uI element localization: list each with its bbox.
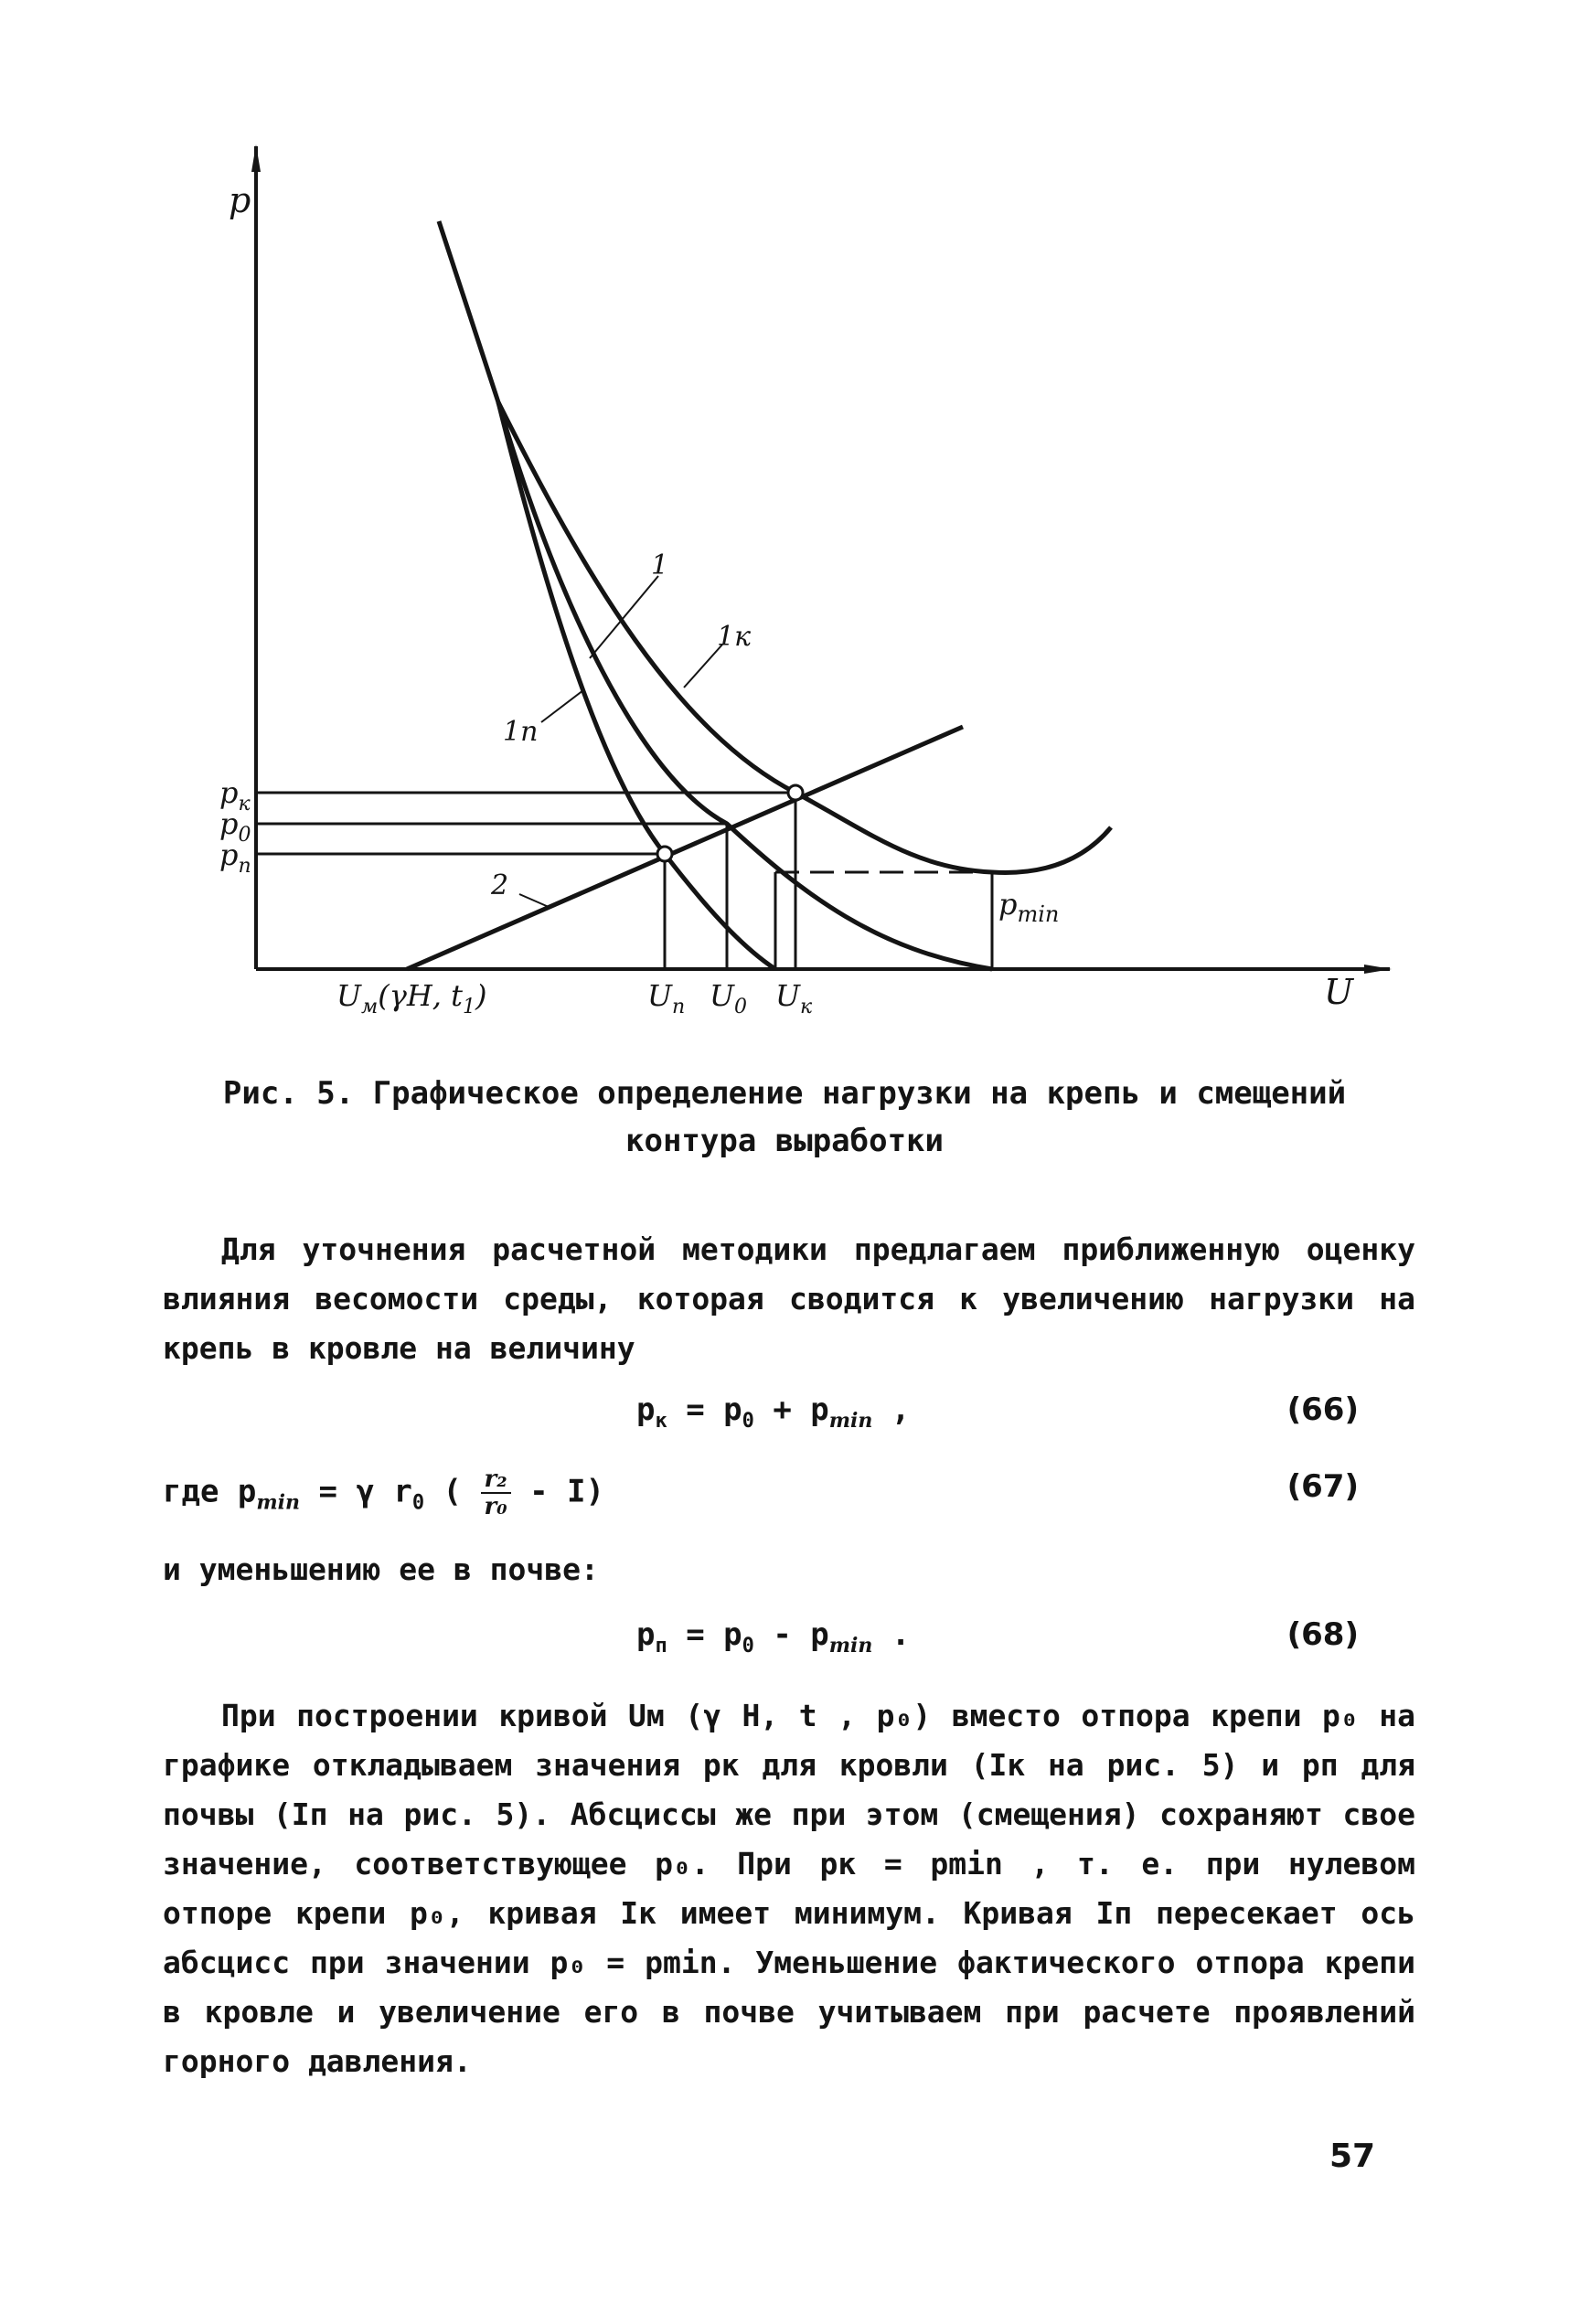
equation-67-number: (67): [1286, 1468, 1359, 1505]
curve-1: [498, 402, 992, 969]
equation-68-number: (68): [1286, 1616, 1359, 1653]
equation-68: $p_п = p_0 - p_{min}$ .: [636, 1616, 911, 1658]
un-label: $U_п$: [647, 978, 686, 1018]
equation-66-number: (66): [1286, 1391, 1359, 1428]
equation-66: $p_к = p_0 + p_{min}$ ,: [636, 1391, 911, 1433]
intersection-point-pn: [657, 847, 672, 861]
curve-1n-leader: [541, 690, 583, 722]
caption-line-1: Рис. 5. Графическое определение нагрузки на крепь и смещений: [222, 1075, 1347, 1112]
curve-1k-label: 1к: [717, 621, 752, 653]
pn-label: $p_п$: [219, 837, 251, 878]
y-axis-label: p: [229, 180, 251, 220]
paragraph-1-text: Для уточнения расчетной методики предлагаем приближенную оценку влияния весомости среды, которая сводится к увеличению нагрузки на крепь в кровле на величину: [163, 1231, 1415, 1366]
um-label: $U_м(\gamma H$, $t_1$): [336, 978, 487, 1018]
fraction-r2-r0: $\frac{\text{r₂}}{\text{r₀}}$: [481, 1466, 511, 1519]
paragraph-2: [163, 1545, 1415, 1594]
figure-5-diagram: [0, 0, 1569, 1051]
caption-line-2: контура выработки: [625, 1123, 944, 1159]
paragraph-3-text: При построении кривой Uм (γ H, t , p₀) вместо отпора крепи p₀ на графике откладываем значения pк для кровли (Iк на рис. 5) и pп для почвы (Iп на рис. 5). Абсциссы же при этом (смещения) сохраняют свое значение, соответствующее p₀. При pк = pmin , т. е. при нулевом отпоре крепи p₀, кривая Iк имеет минимум. Кривая Iп пересекает ось абсцисс при значении p₀ = pmin. Уменьшение фактического отпора крепи в кровле и увеличение его в почве учитываем при расчете проявлений горного давления.: [163, 1698, 1415, 2079]
curve-2-leader: [519, 894, 549, 907]
paragraph-3: [163, 1691, 1415, 2086]
page-number: 57: [1329, 2137, 1376, 2175]
x-axis-label: U: [1324, 972, 1354, 1012]
intersection-point-pk: [788, 785, 803, 800]
uk-label: $U_к$: [775, 978, 813, 1018]
paragraph-2-text: и уменьшению ее в почве:: [163, 1551, 599, 1587]
figure-caption: [183, 1070, 1386, 1165]
p0-label: $p_0$: [219, 806, 251, 847]
pmin-label: $p_{min}$: [998, 887, 1060, 927]
curve-2-label: 2: [491, 869, 509, 901]
u0-label: $U_0$: [710, 978, 747, 1018]
curve-1n-label: 1п: [503, 716, 539, 748]
pk-label: $p_к$: [219, 775, 251, 816]
paragraph-1: [163, 1225, 1415, 1373]
curve-1k: [439, 221, 1111, 872]
equation-67: где $p_{min} = \gamma$ $r_0$ ( $\frac{\text{r₂}}{\text{r₀}}$ - I): [163, 1466, 604, 1520]
curve-1-label: 1: [651, 549, 669, 581]
